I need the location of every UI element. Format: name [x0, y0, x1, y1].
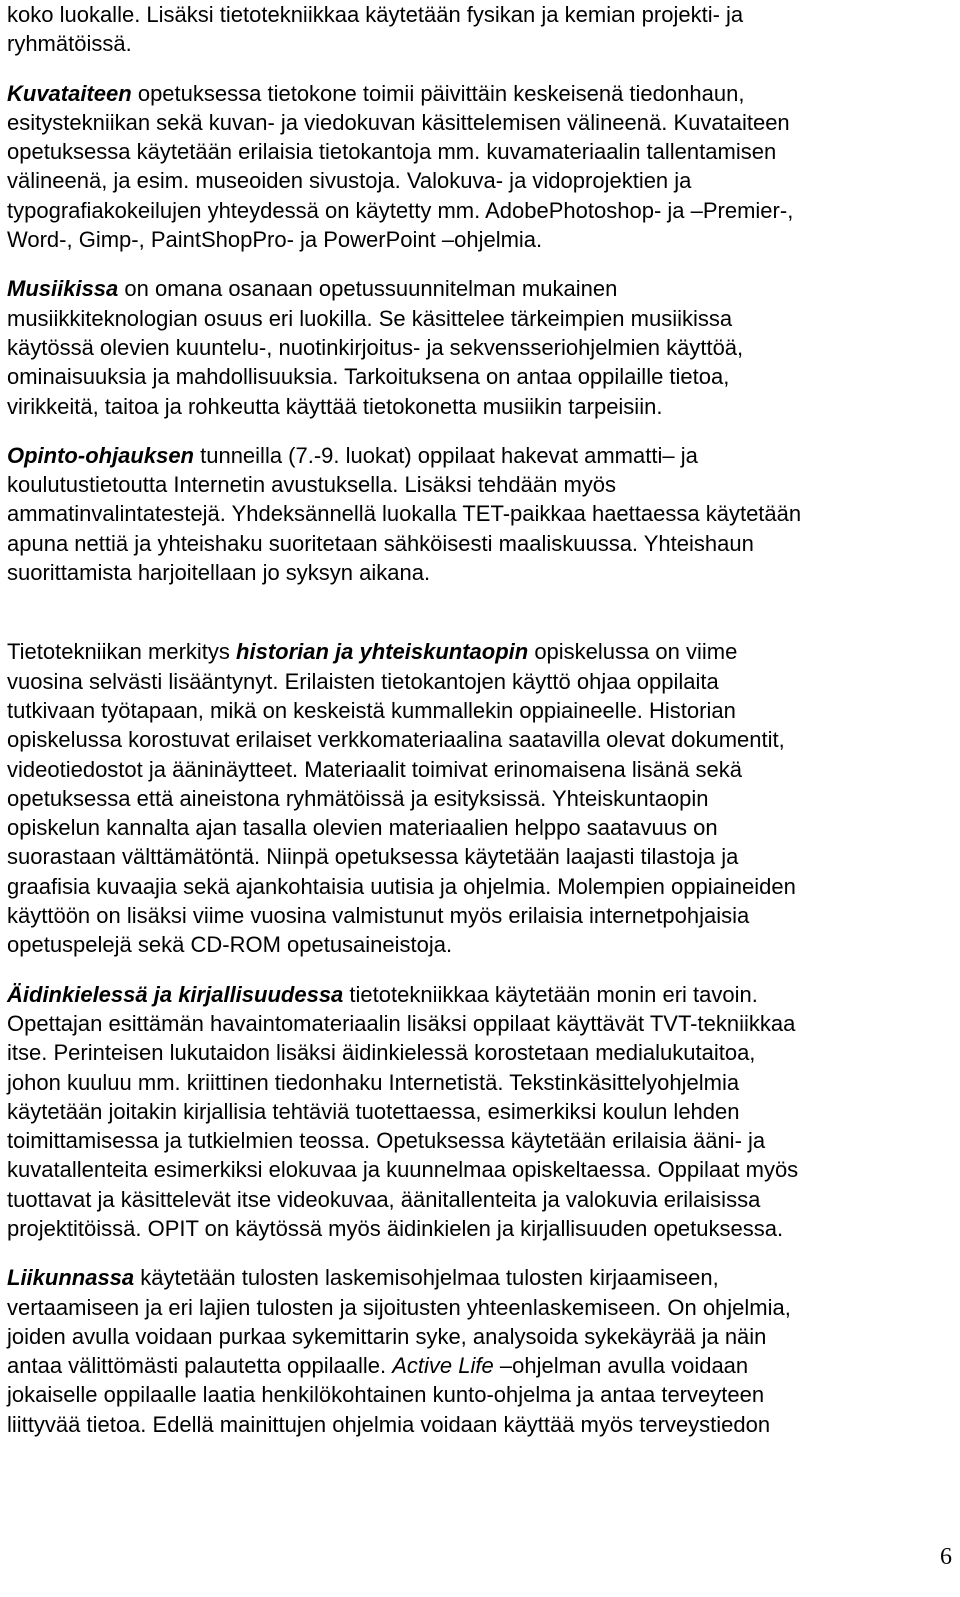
subject-heading: Musiikissa	[7, 276, 119, 302]
text-line: kuvatallenteita esimerkiksi elokuvaa ja kuunnelmaa opiskeltaessa. Oppilaat myös	[7, 1157, 799, 1183]
text-line: itse. Perinteisen lukutaidon lisäksi äidinkielessä korostetaan medialukutaitoa,	[7, 1040, 756, 1066]
text-line	[7, 79, 952, 108]
text-line: liittyvää tietoa. Edellä mainittujen ohjelmia voidaan käyttää myös terveystiedon	[7, 1411, 771, 1437]
text-segment: Tietotekniikan merkitys	[7, 639, 237, 665]
text-line: Opettajan esittämän havaintomateriaalin lisäksi oppilaat käyttävät TVT-tekniikkaa	[7, 1010, 796, 1036]
text-line: ominaisuuksia ja mahdollisuuksia. Tarkoituksena on antaa oppilaille tietoa,	[7, 364, 730, 390]
page-number: 6	[940, 1544, 952, 1570]
text-line: käyttöön on lisäksi viime vuosina valmistunut myös erilaisia internetpohjaisia	[7, 903, 750, 929]
text-line: ammatinvalintatestejä. Yhdeksännellä luokalla TET-paikkaa haettaessa käytetään	[7, 501, 802, 527]
text-line: jokaiselle oppilaalle laatia henkilökohtainen kunto-ohjelma ja antaa terveyteen	[7, 1382, 765, 1408]
text-line: virikkeitä, taitoa ja rohkeutta käyttää tietokonetta musiikin tarpeisiin.	[7, 393, 663, 419]
text-line: graafisia kuvaajia sekä ajankohtaisia uutisia ja ohjelmia. Molempien oppiaineiden	[7, 873, 796, 899]
text-line: käytössä olevien kuuntelu-, nuotinkirjoitus- ja sekvensseriohjelmien käyttöä,	[7, 334, 744, 360]
text-segment: antaa välittömästi palautetta oppilaalle.	[7, 1353, 393, 1379]
text-segment: opiskelussa on viime	[528, 639, 738, 665]
text-line: tuottavat ja käsittelevät itse videokuvaa, äänitallenteita ja valokuvia erilaisissa	[7, 1186, 761, 1212]
text-line: ryhmätöissä.	[7, 31, 132, 57]
paragraph-music	[7, 274, 952, 420]
subject-heading: Kuvataiteen	[7, 80, 132, 106]
text-line: videotiedostot ja ääninäytteet. Materiaalit toimivat erinomaisena lisänä sekä	[7, 756, 742, 782]
text-segment: tietotekniikkaa käytetään monin eri tavoin.	[343, 981, 758, 1007]
paragraph-history-society	[7, 637, 952, 959]
text-line: vertaamiseen ja eri lajien tulosten ja sijoitusten yhteenlaskemiseen. On ohjelmia,	[7, 1294, 791, 1320]
text-line: suorastaan välttämätöntä. Niinpä opetuksessa käytetään laajasti tilastoja ja	[7, 844, 739, 870]
text-line	[7, 980, 952, 1009]
text-line: suorittamista harjoitellaan jo syksyn aikana.	[7, 560, 431, 586]
text-line: tutkivaan työtapaan, mikä on keskeistä kummallekin oppiaineelle. Historian	[7, 697, 736, 723]
text-line	[7, 441, 952, 470]
text-line: välineenä, ja esim. museoiden sivustoja. Valokuva- ja vidoprojektien ja	[7, 168, 692, 194]
text-line: toimittamisessa ja tutkielmien teossa. Opetuksessa käytetään erilaisia ääni- ja	[7, 1128, 766, 1154]
document-page	[7, 0, 952, 1439]
text-segment: opetuksessa tietokone toimii päivittäin keskeisenä tiedonhaun,	[131, 80, 745, 106]
text-line: johon kuuluu mm. kriittinen tiedonhaku Internetistä. Tekstinkäsittelyohjelmia	[7, 1069, 740, 1095]
text-line: koko luokalle. Lisäksi tietotekniikkaa käytetään fysikan ja kemian projekti- ja	[7, 2, 744, 27]
paragraph-guidance	[7, 441, 952, 587]
text-line: apuna nettiä ja yhteishaku suoritetaan sähköisesti maaliskuussa. Yhteishaun	[7, 530, 754, 556]
program-name: Active Life	[392, 1353, 494, 1379]
paragraph-physical-education	[7, 1263, 952, 1439]
text-segment: –ohjelman avulla voidaan	[493, 1353, 749, 1379]
subject-heading: Äidinkielessä ja kirjallisuudessa	[7, 981, 344, 1007]
paragraph-visual-arts	[7, 79, 952, 255]
paragraph-mother-tongue	[7, 980, 952, 1244]
text-line: joiden avulla voidaan purkaa sykemittarin syke, analysoida sykekäyrää ja näin	[7, 1323, 767, 1349]
text-segment: käytetään tulosten laskemisohjelmaa tulosten kirjaamiseen,	[134, 1265, 719, 1291]
text-line	[7, 1351, 952, 1380]
text-line: Word-, Gimp-, PaintShopPro- ja PowerPoint –ohjelmia.	[7, 227, 543, 253]
text-line: käytetään joitakin kirjallisia tehtäviä tuotettaessa, esimerkiksi koulun lehden	[7, 1098, 740, 1124]
text-line: esitystekniikan sekä kuvan- ja viedokuvan käsittelemisen välineenä. Kuvataiteen	[7, 109, 790, 135]
text-line: typografiakokeilujen yhteydessä on käytetty mm. AdobePhotoshop- ja –Premier-,	[7, 197, 794, 223]
text-line: opetuksessa että aineistona ryhmätöissä ja esityksissä. Yhteiskuntaopin	[7, 785, 709, 811]
text-line: koulutustietoutta Internetin avustuksella. Lisäksi tehdään myös	[7, 472, 617, 498]
text-line: opiskelussa korostuvat erilaiset verkkomateriaalina saatavilla olevat dokumentit,	[7, 727, 785, 753]
text-line	[7, 637, 952, 666]
text-line: opetuspelejä sekä CD-ROM opetusaineistoja.	[7, 932, 453, 958]
text-line	[7, 1263, 952, 1292]
paragraph-physics-chemistry	[7, 0, 952, 59]
text-line: vuosina selvästi lisääntynyt. Erilaisten tietokantojen käyttö ohjaa oppilaita	[7, 668, 719, 694]
text-line: projektitöissä. OPIT on käytössä myös äidinkielen ja kirjallisuuden opetuksessa.	[7, 1215, 784, 1241]
text-segment: on omana osanaan opetussuunnitelman mukainen	[118, 276, 618, 302]
text-line: opetuksessa käytetään erilaisia tietokantoja mm. kuvamateriaalin tallentamisen	[7, 139, 777, 165]
text-line: opiskelun kannalta ajan tasalla olevien materiaalien helppo saatavuus on	[7, 815, 718, 841]
text-line	[7, 274, 952, 303]
text-segment: tunneilla (7.-9. luokat) oppilaat hakevat ammatti– ja	[194, 442, 698, 468]
subject-heading: Opinto-ohjauksen	[7, 442, 194, 468]
subject-heading: Liikunnassa	[7, 1265, 135, 1291]
subject-heading: historian ja yhteiskuntaopin	[236, 639, 529, 665]
text-line: musiikkiteknologian osuus eri luokilla. Se käsittelee tärkeimpien musiikissa	[7, 305, 733, 331]
